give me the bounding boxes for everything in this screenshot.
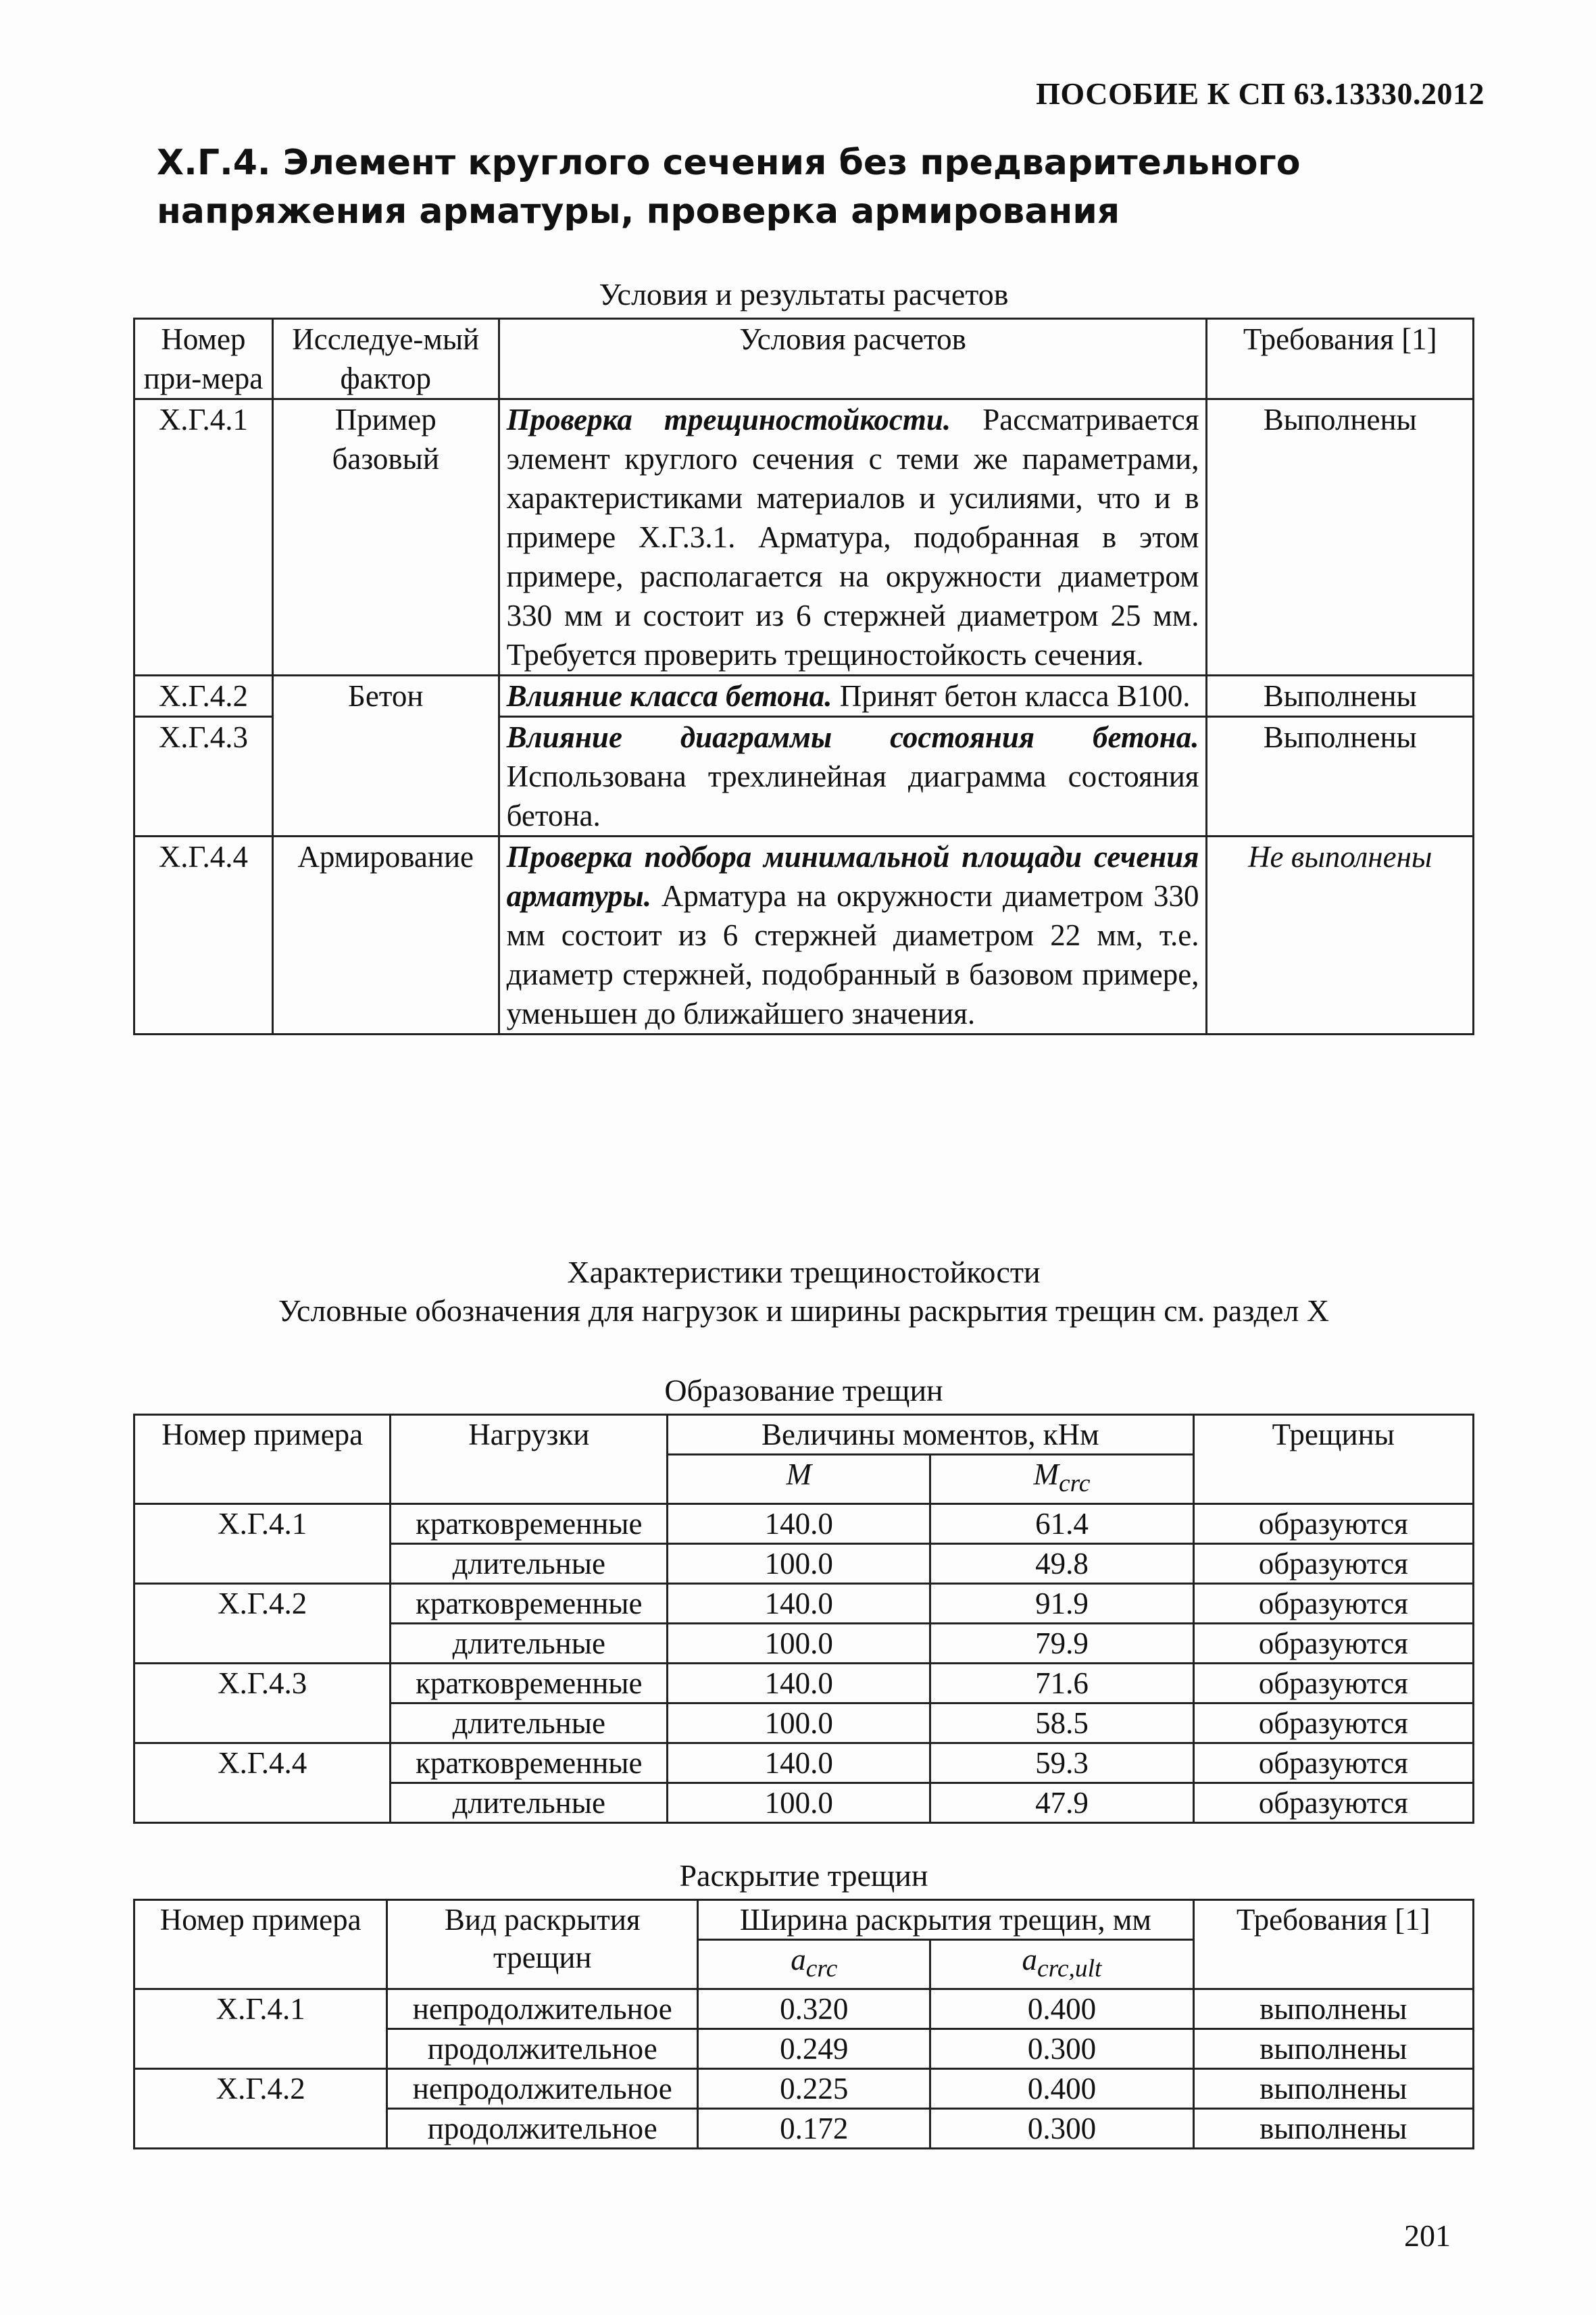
table1-caption: Условия и результаты расчетов <box>599 277 1009 312</box>
kind-cell: продолжительное <box>387 2029 698 2069</box>
mcrc-cell: 49.8 <box>930 1544 1193 1584</box>
col-header-moments: Величины моментов, кНм <box>668 1415 1193 1455</box>
col-header-cracks: Трещины <box>1193 1415 1474 1504</box>
col-header-mcrc <box>930 1455 1193 1504</box>
requirement-cell: выполнены <box>1193 2109 1473 2149</box>
m-cell: 100.0 <box>668 1624 930 1664</box>
m-cell: 140.0 <box>668 1664 930 1703</box>
table-row <box>134 1504 1474 1544</box>
cracks-cell: образуются <box>1193 1743 1474 1783</box>
load-cell: кратковременные <box>391 1584 668 1624</box>
col-header-m: M <box>668 1455 930 1504</box>
m-cell: 100.0 <box>668 1544 930 1584</box>
page-number: 201 <box>1404 2218 1451 2253</box>
example-number: Х.Г.4.2 <box>134 676 273 717</box>
mcrc-symbol: M <box>1033 1458 1059 1491</box>
col-header-requirements: Требования [1] <box>1193 1900 1473 1989</box>
cracks-cell: образуются <box>1193 1584 1474 1624</box>
col-header-conditions: Условия расчетов <box>499 319 1207 399</box>
crack-formation-table <box>133 1414 1474 1824</box>
m-cell: 140.0 <box>668 1584 930 1624</box>
table-row <box>134 1664 1474 1703</box>
table2-caption: Образование трещин <box>664 1373 943 1408</box>
table-row <box>134 2069 1474 2109</box>
mcrc-cell: 58.5 <box>930 1703 1193 1743</box>
col-header-width: Ширина раскрытия трещин, мм <box>698 1900 1193 1940</box>
requirement-cell: Выполнены <box>1207 676 1474 717</box>
acrc-cell: 0.249 <box>698 2029 930 2069</box>
cracks-cell: образуются <box>1193 1783 1474 1823</box>
kind-cell: продолжительное <box>387 2109 698 2149</box>
example-number: Х.Г.4.2 <box>134 1584 391 1664</box>
example-number: Х.Г.4.1 <box>134 1504 391 1584</box>
table-row <box>134 676 1474 717</box>
crack-opening-table <box>133 1899 1474 2149</box>
table-row <box>134 1743 1474 1783</box>
requirement-cell: Выполнены <box>1207 717 1474 837</box>
cracks-cell: образуются <box>1193 1664 1474 1703</box>
col-header-kind: Вид раскрытия трещин <box>387 1900 698 1989</box>
conditions-lead: Проверка подбора минимальной площади сечения арматуры. <box>506 840 1199 913</box>
table-row <box>134 399 1474 676</box>
load-cell: длительные <box>391 1783 668 1823</box>
load-cell: кратковременные <box>391 1664 668 1703</box>
conditions-cell <box>499 717 1207 837</box>
acrc-ult-cell: 0.400 <box>930 1989 1193 2029</box>
col-header-requirements: Требования [1] <box>1207 319 1474 399</box>
acrc-subscript: crc <box>805 1955 838 1983</box>
conditions-cell <box>499 676 1207 717</box>
conditions-cell <box>499 837 1207 1035</box>
requirement-cell: Не выполнены <box>1207 837 1474 1035</box>
table-row <box>134 1584 1474 1624</box>
requirement-cell: Выполнены <box>1207 399 1474 676</box>
conditions-lead: Влияние диаграммы состояния бетона. <box>506 720 1199 754</box>
section2-subtitle: Условные обозначения для нагрузок и ширины раскрытия трещин см. раздел Х <box>278 1293 1330 1328</box>
conditions-cell <box>499 399 1207 676</box>
requirement-cell: выполнены <box>1193 2029 1473 2069</box>
col-header-number: Номер примера <box>134 1415 391 1504</box>
acrc-cell: 0.172 <box>698 2109 930 2149</box>
acrc-cell: 0.320 <box>698 1989 930 2029</box>
acrc-ult-cell: 0.300 <box>930 2109 1193 2149</box>
table-header-row <box>134 1415 1474 1455</box>
load-cell: длительные <box>391 1544 668 1584</box>
acrc-ult-subscript: crc,ult <box>1037 1955 1102 1983</box>
table-header-row <box>134 1900 1474 1940</box>
section-title: Х.Г.4. Элемент круглого сечения без предварительного напряжения арматуры, проверка армирования <box>157 143 1301 232</box>
load-cell: кратковременные <box>391 1504 668 1544</box>
example-number: Х.Г.4.4 <box>134 1743 391 1823</box>
col-header-number: Номер при-мера <box>134 319 273 399</box>
table-row <box>134 1989 1474 2029</box>
factor-cell: Армирование <box>272 837 499 1035</box>
example-number: Х.Г.4.1 <box>134 399 273 676</box>
requirement-cell: выполнены <box>1193 2069 1473 2109</box>
mcrc-cell: 59.3 <box>930 1743 1193 1783</box>
m-cell: 140.0 <box>668 1504 930 1544</box>
col-header-loads: Нагрузки <box>391 1415 668 1504</box>
factor-cell: Бетон <box>272 676 499 837</box>
conditions-text: Рассматривается элемент круглого сечения с теми же параметрами, характеристиками материалов и усилиями, что и в примере Х.Г.3.1. Арматура, подобранная в этом примере, располагается на окружности диаметром 330 мм и состоит из 6 стержней диаметром 25 мм. Требуется проверить трещиностойкость сечения. <box>506 403 1199 672</box>
mcrc-cell: 71.6 <box>930 1664 1193 1703</box>
table-row <box>134 837 1474 1035</box>
conditions-text: Использована трехлинейная диаграмма состояния бетона. <box>506 760 1199 832</box>
acrc-ult-symbol: a <box>1022 1943 1037 1976</box>
cracks-cell: образуются <box>1193 1544 1474 1584</box>
kind-cell: непродолжительное <box>387 2069 698 2109</box>
example-number: Х.Г.4.3 <box>134 717 273 837</box>
load-cell: кратковременные <box>391 1743 668 1783</box>
mcrc-subscript: crc <box>1058 1470 1091 1497</box>
requirement-cell: выполнены <box>1193 1989 1473 2029</box>
col-header-number: Номер примера <box>134 1900 387 1989</box>
m-cell: 140.0 <box>668 1743 930 1783</box>
mcrc-cell: 61.4 <box>930 1504 1193 1544</box>
cracks-cell: образуются <box>1193 1703 1474 1743</box>
load-cell: длительные <box>391 1624 668 1664</box>
m-cell: 100.0 <box>668 1703 930 1743</box>
col-header-acrc <box>698 1940 930 1989</box>
conditions-text: Арматура на окружности диаметром 330 мм состоит из 6 стержней диаметром 22 мм, т.е. диаметр стержней, подобранный в базовом примере, уменьшен до ближайшего значения. <box>506 879 1199 1030</box>
factor-cell: Пример базовый <box>272 399 499 676</box>
m-cell: 100.0 <box>668 1783 930 1823</box>
conditions-lead: Влияние класса бетона. <box>506 679 832 713</box>
col-header-acrc-ult <box>930 1940 1193 1989</box>
acrc-ult-cell: 0.300 <box>930 2029 1193 2069</box>
mcrc-cell: 79.9 <box>930 1624 1193 1664</box>
table-header-row <box>134 319 1474 399</box>
page-header: ПОСОБИЕ К СП 63.13330.2012 <box>1036 76 1485 111</box>
acrc-cell: 0.225 <box>698 2069 930 2109</box>
example-number: Х.Г.4.3 <box>134 1664 391 1743</box>
cracks-cell: образуются <box>1193 1624 1474 1664</box>
example-number: Х.Г.4.4 <box>134 837 273 1035</box>
example-number: Х.Г.4.1 <box>134 1989 387 2069</box>
kind-cell: непродолжительное <box>387 1989 698 2029</box>
load-cell: длительные <box>391 1703 668 1743</box>
acrc-symbol: a <box>791 1943 806 1976</box>
table3-caption: Раскрытие трещин <box>679 1858 928 1893</box>
conditions-text: Принят бетон класса В100. <box>839 679 1191 713</box>
col-header-factor: Исследуе-мый фактор <box>272 319 499 399</box>
conditions-table <box>133 318 1474 1035</box>
conditions-lead: Проверка трещиностойкости. <box>506 403 951 437</box>
cracks-cell: образуются <box>1193 1504 1474 1544</box>
section2-title: Характеристики трещиностойкости <box>567 1255 1041 1289</box>
mcrc-cell: 47.9 <box>930 1783 1193 1823</box>
acrc-ult-cell: 0.400 <box>930 2069 1193 2109</box>
example-number: Х.Г.4.2 <box>134 2069 387 2149</box>
mcrc-cell: 91.9 <box>930 1584 1193 1624</box>
